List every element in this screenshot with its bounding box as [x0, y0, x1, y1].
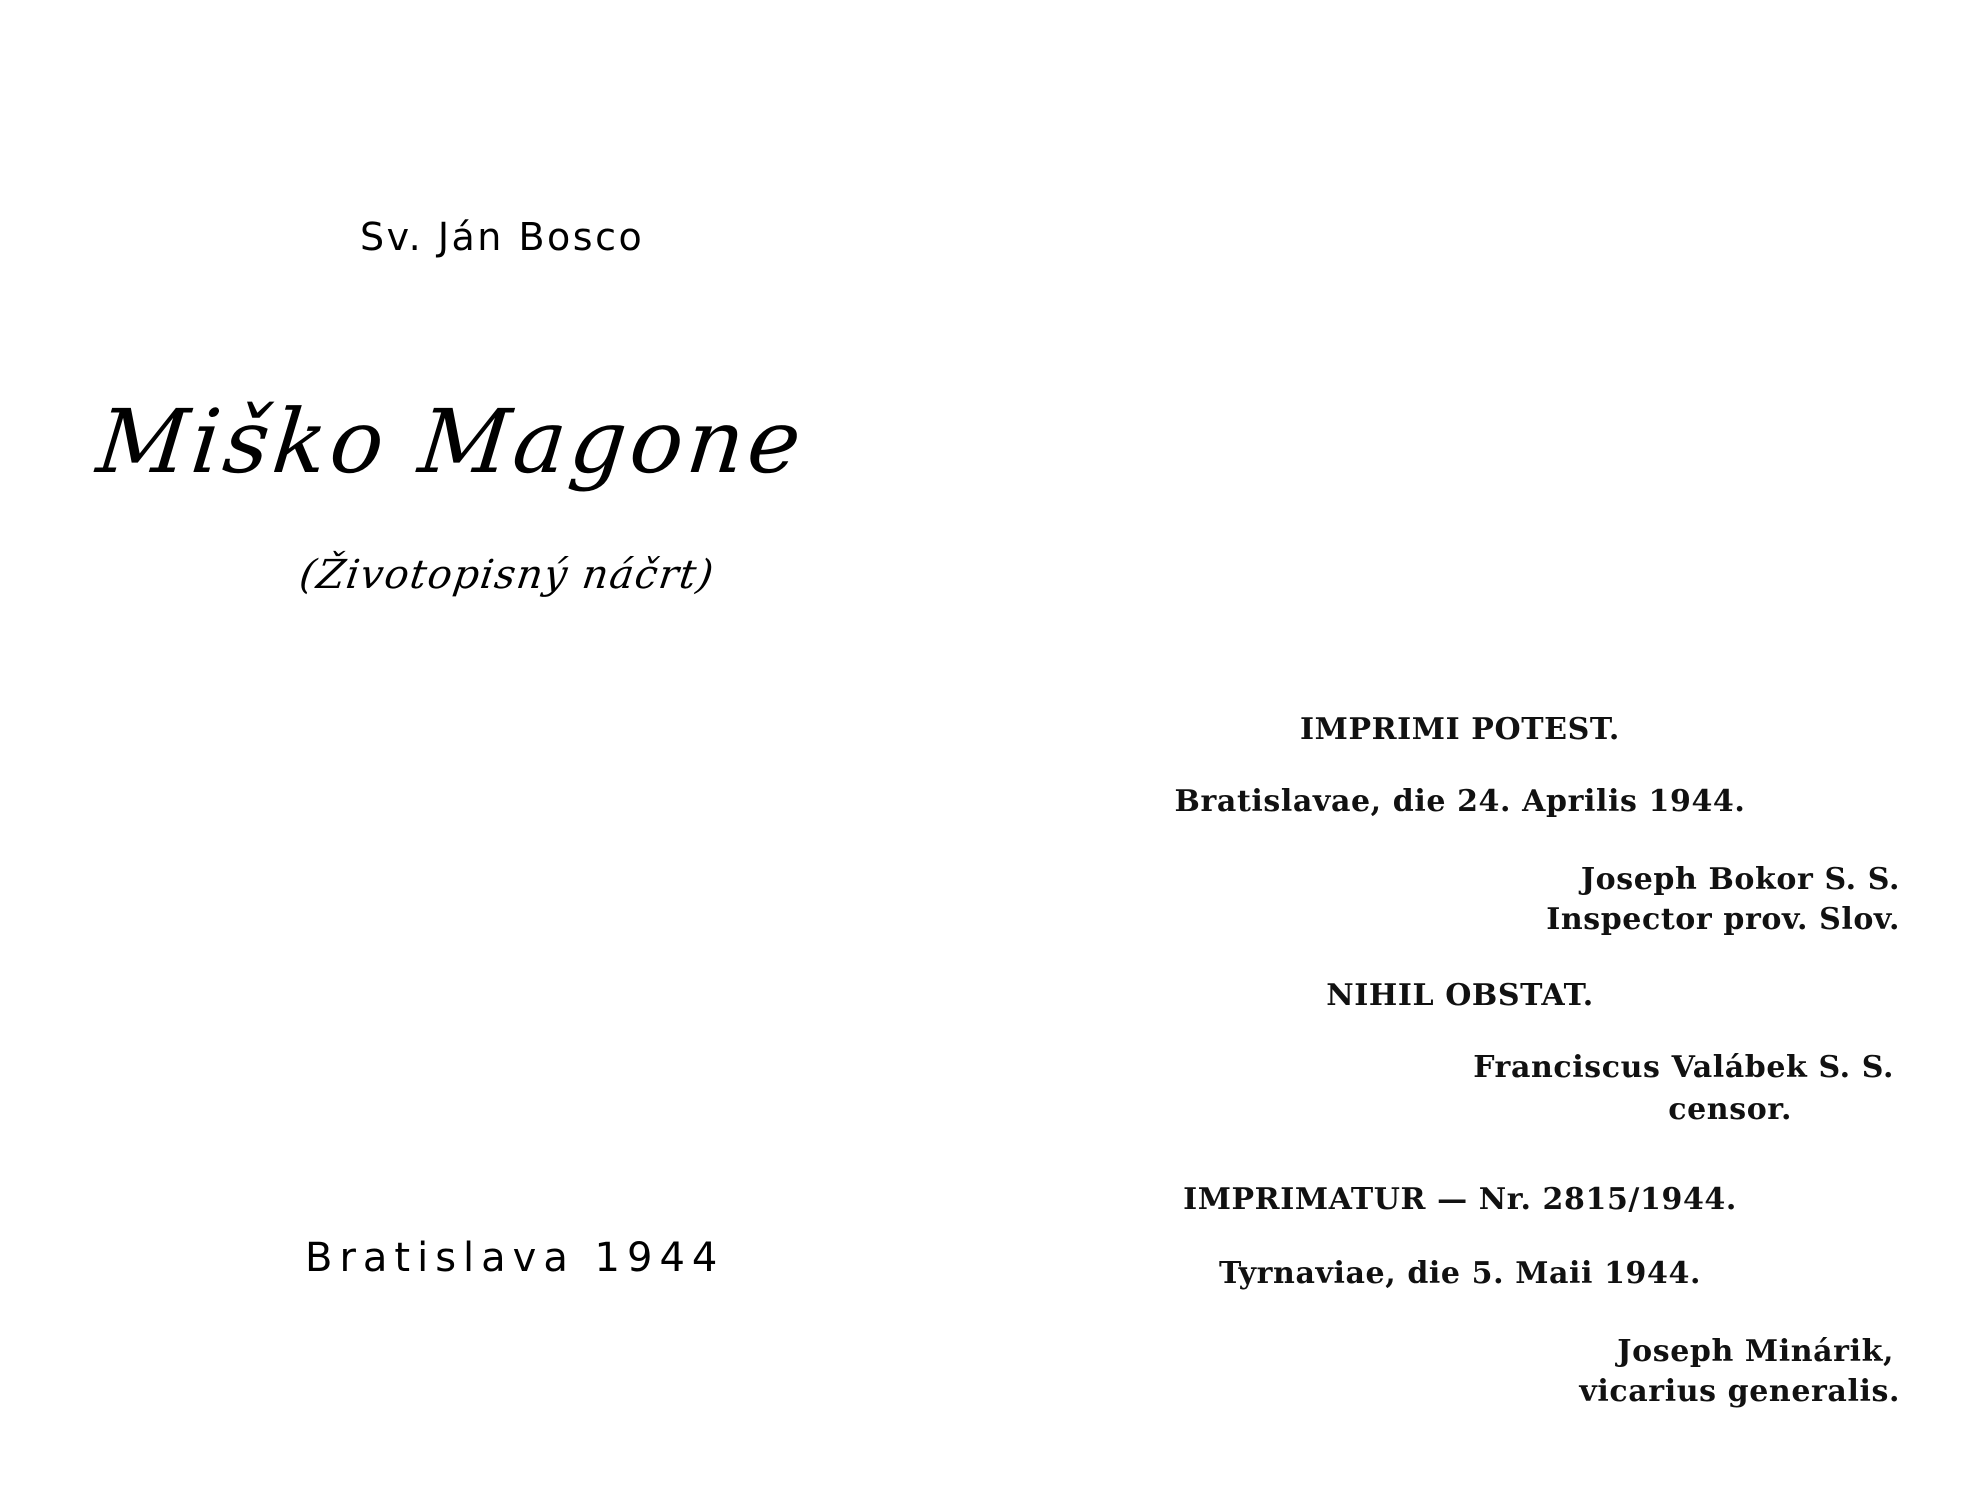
nihil-obstat-heading: NIHIL OBSTAT. [1326, 978, 1594, 1013]
nihil-obstat-signatory-role: censor. [1668, 1092, 1792, 1127]
imprimatur-signatory: Joseph Minárik, [1617, 1334, 1894, 1369]
imprimatur-heading: IMPRIMATUR — Nr. 2815/1944. [1183, 1182, 1737, 1217]
imprimi-potest-place: Bratislavae, die 24. Aprilis 1944. [1174, 784, 1746, 819]
imprimi-potest-signatory: Joseph Bokor S. S. [1580, 862, 1900, 897]
nihil-obstat-signatory: Franciscus Valábek S. S. [1473, 1050, 1894, 1085]
imprimatur-signatory-role: vicarius generalis. [1579, 1374, 1900, 1409]
imprimi-potest-signatory-role: Inspector prov. Slov. [1546, 902, 1900, 937]
imprimatur-place: Tyrnaviae, die 5. Maii 1944. [1218, 1256, 1702, 1291]
imprint-place-year: Bratislava 1944 [305, 1235, 725, 1281]
author-name: Sv. Ján Bosco [360, 215, 645, 259]
imprimi-potest-heading: IMPRIMI POTEST. [1300, 712, 1620, 747]
book-subtitle: (Životopisný náčrt) [296, 552, 718, 598]
book-title: Miško Magone [92, 390, 810, 493]
approbation-block [1020, 712, 1900, 1409]
